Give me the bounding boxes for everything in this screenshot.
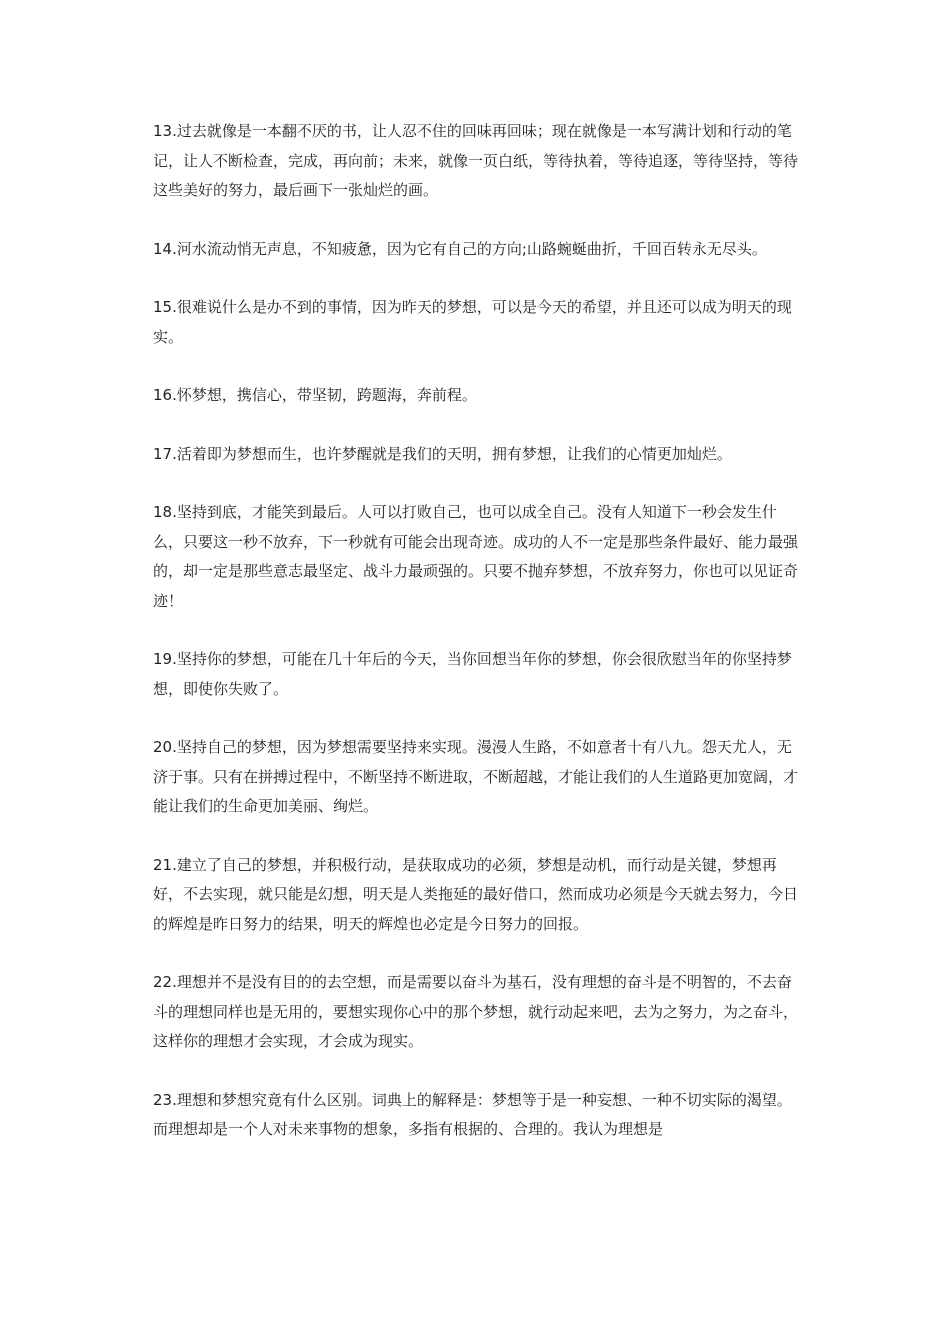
- paragraph-22: 22.理想并不是没有目的的去空想，而是需要以奋斗为基石，没有理想的奋斗是不明智的，不去奋斗的理想同样也是无用的，要想实现你心中的那个梦想，就行动起来吧，去为之努力，为之奋斗，这样你的理想才会实现，才会成为现实。: [153, 973, 799, 1050]
- paragraph-15: 15.很难说什么是办不到的事情，因为昨天的梦想，可以是今天的希望，并且还可以成为明天的现实。: [153, 298, 792, 346]
- paragraph-14: 14.河水流动悄无声息，不知疲惫，因为它有自己的方向;山路蜿蜒曲折，千回百转永无尽头。: [153, 239, 767, 258]
- paragraph-17: 17.活着即为梦想而生，也许梦醒就是我们的天明，拥有梦想，让我们的心情更加灿烂。: [153, 444, 732, 463]
- paragraph-23: 23.理想和梦想究竟有什么区别。词典上的解释是：梦想等于是一种妄想、一种不切实际的渴望。而理想却是一个人对未来事物的想象，多指有根据的、合理的。我认为理想是: [153, 1090, 792, 1138]
- paragraph-19: 19.坚持你的梦想，可能在几十年后的今天，当你回想当年你的梦想，你会很欣慰当年的你坚持梦想，即使你失败了。: [153, 650, 792, 698]
- paragraph-16: 16.怀梦想，携信心，带坚韧，跨题海，奔前程。: [153, 386, 477, 404]
- document-body: [153, 117, 801, 1145]
- paragraph-13: 13.过去就像是一本翻不厌的书，让人忍不住的回味再回味；现在就像是一本写满计划和行动的笔记，让人不断检查，完成，再向前；未来，就像一页白纸，等待执着，等待追逐，等待坚持，等待这些美好的努力，最后画下一张灿烂的画。: [153, 122, 799, 199]
- paragraph-20: 20.坚持自己的梦想，因为梦想需要坚持来实现。漫漫人生路，不如意者十有八九。怨天尤人，无济于事。只有在拼搏过程中，不断坚持不断进取，不断超越，才能让我们的人生道路更加宽阔，才能让我们的生命更加美丽、绚烂。: [153, 738, 799, 815]
- paragraph-21: 21.建立了自己的梦想，并积极行动，是获取成功的必须，梦想是动机，而行动是关键，梦想再好，不去实现，就只能是幻想，明天是人类拖延的最好借口，然而成功必须是今天就去努力，今日的辉煌是昨日努力的结果，明天的辉煌也必定是今日努力的回报。: [153, 855, 799, 933]
- paragraph-18: 18.坚持到底，才能笑到最后。人可以打败自己，也可以成全自己。没有人知道下一秒会发生什么，只要这一秒不放弃，下一秒就有可能会出现奇迹。成功的人不一定是那些条件最好、能力最强的，却一定是那些意志最坚定、战斗力最顽强的。只要不抛弃梦想，不放弃努力，你也可以见证奇迹！: [153, 503, 799, 610]
